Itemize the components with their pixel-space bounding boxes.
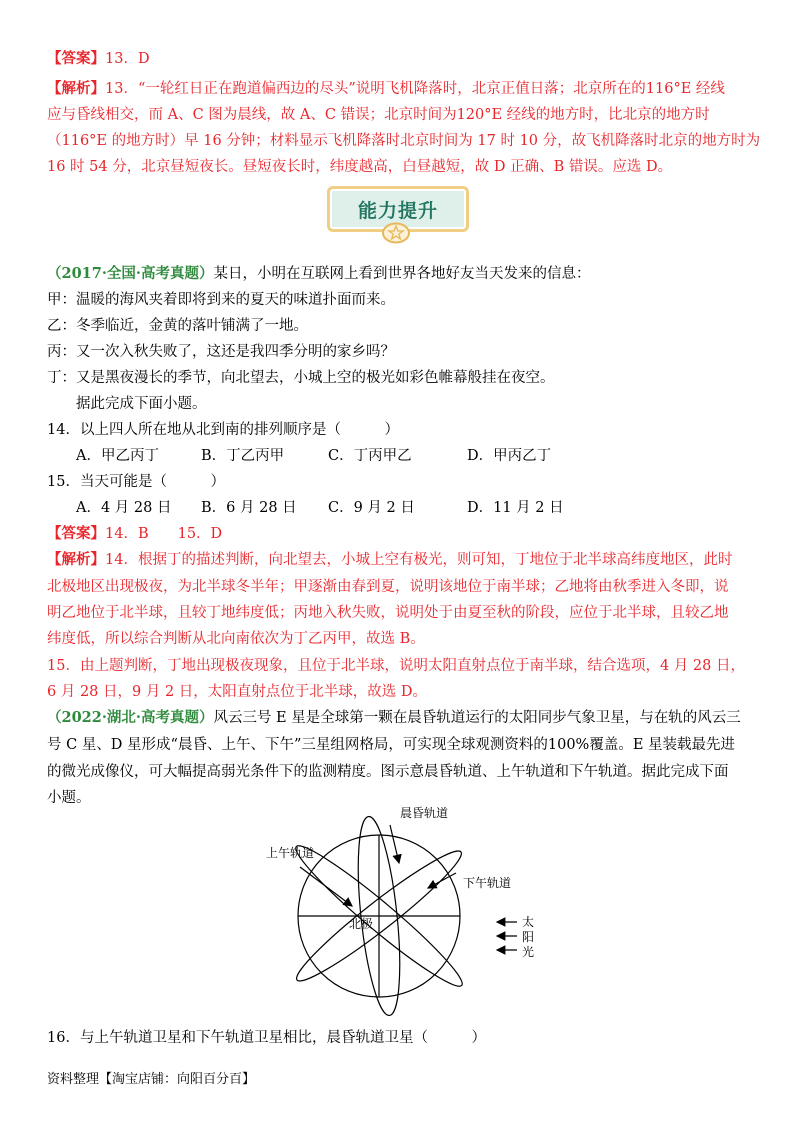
section-badge [327,186,469,246]
star-icon [381,222,411,244]
analysis-tag: 【解析】 [47,551,105,568]
question-prompt: 据此完成下面小题。 [76,396,207,412]
analysis-13-line-1: 【解析】13．“一轮红日正在跑道偏西边的尽头”说明飞机降落时，北京正值日落；北京所在的116°E 经线 [47,80,725,97]
question-source: （2022·湖北·高考真题） [47,709,214,726]
north-pole-label: 北极 [349,917,374,931]
q2017-intro: （2017·全国·高考真题）某日，小明在互联网上看到世界各地好友当天发来的信息： [47,265,591,282]
dusk-arrow [390,825,399,863]
question-14: 14．以上四人所在地从北到南的排列顺序是（ ） [47,422,399,438]
sunlight-char-2: 阳 [522,930,535,944]
analysis-13-line-4: 16 时 54 分，北京昼短夜长。昼短夜长时，纬度越高，白昼越短，故 D 正确、B 错误。应选 D。 [47,159,673,175]
sunlight-char-1: 太 [522,915,535,929]
q15-option-a[interactable]: A．4 月 28 日 [76,500,172,516]
analysis-13-line-3: （116°E 的地方时）早 16 分钟；材料显示飞机降落时北京时间为 17 时 10 分，故飞机降落时北京的地方时为 [47,133,761,149]
question-15: 15．当天可能是（ ） [47,474,225,490]
answer-tag: 【答案】 [47,50,105,67]
q14-option-d[interactable]: D．甲丙乙丁 [467,448,552,464]
message-bing: 丙：又一次入秋失败了，这还是我四季分明的家乡吗？ [47,344,395,360]
q15-option-d[interactable]: D．11 月 2 日 [467,500,564,516]
question-source: （2017·全国·高考真题） [47,265,214,282]
q2022-line-1: （2022·湖北·高考真题）风云三号 E 星是全球第一颗在晨昏轨道运行的太阳同步气象卫星，与在轨的风云三 [47,709,741,726]
badge-label: 能力提升 [357,200,438,222]
q15-option-b[interactable]: B．6 月 28 日 [201,500,297,516]
answer-13 [47,49,150,69]
q2022-line-3: 的微光成像仪，可大幅提高弱光条件下的监测精度。图示意晨昏轨道、上午轨道和下午轨道。据此完成下面 [47,764,729,780]
q2022-line-4: 小题。 [47,790,91,806]
analysis-15-line-2: 6 月 28 日，9 月 2 日，太阳直射点位于北半球，故选 D。 [47,684,428,700]
morning-arrow [300,867,352,906]
analysis-14-line-1: 【解析】14．根据丁的描述判断，向北望去，小城上空有极光，则可知，丁地位于北半球高纬度地区，此时 [47,551,733,568]
dusk-orbit-label: 晨昏轨道 [400,806,449,820]
answer-text: 14．B 15．D [105,526,223,542]
sunlight-char-3: 光 [522,945,535,959]
message-jia: 甲：温暖的海风夹着即将到来的夏天的味道扑面而来。 [47,292,395,308]
message-yi: 乙：冬季临近，金黄的落叶铺满了一地。 [47,318,308,334]
analysis-14-line-3: 明乙地位于北半球，且较丁地纬度低；丙地入秋失败，说明处于由夏至秋的阶段，应位于北半球，且较乙地 [47,605,729,621]
q15-option-c[interactable]: C．9 月 2 日 [328,500,415,516]
q14-option-c[interactable]: C．丁丙甲乙 [328,448,412,464]
q14-option-b[interactable]: B．丁乙丙甲 [201,448,285,464]
answer-tag: 【答案】 [47,525,105,542]
afternoon-orbit-label: 下午轨道 [463,876,512,890]
analysis-tag: 【解析】 [47,80,105,97]
q14-option-a[interactable]: A．甲乙丙丁 [76,448,159,464]
morning-orbit-label: 上午轨道 [266,846,315,860]
footer-note: 资料整理【淘宝店铺：向阳百分百】 [47,1072,256,1087]
analysis-13-line-2: 应与昏线相交，而 A、C 图为晨线，故 A、C 错误；北京时间为120°E 经线的地方时，比北京的地方时 [47,107,710,123]
message-ding: 丁：又是黑夜漫长的季节，向北望去，小城上空的极光如彩色帷幕般挂在夜空。 [47,370,555,386]
analysis-15-line-1: 15．由上题判断，丁地出现极夜现象，且位于北半球，说明太阳直射点位于南半球，结合选项，4 月 28 日， [47,658,745,674]
q2022-line-2: 号 C 星、D 星形成“晨昏、上午、下午”三星组网格局，可实现全球观测资料的100%覆盖。E 星装载最先进 [47,737,736,753]
answer-14-15 [47,524,222,544]
analysis-14-line-4: 纬度低，所以综合判断从北向南依次为丁乙丙甲，故选 B。 [47,631,425,647]
question-16: 16．与上午轨道卫星和下午轨道卫星相比，晨昏轨道卫星（ ） [47,1030,486,1046]
analysis-14-line-2: 北极地区出现极夜，为北半球冬半年；甲逐渐由春到夏，说明该地位于南半球；乙地将由秋季进入冬即，说 [47,579,729,595]
answer-text: 13．D [105,51,150,67]
orbit-diagram [260,805,550,1027]
